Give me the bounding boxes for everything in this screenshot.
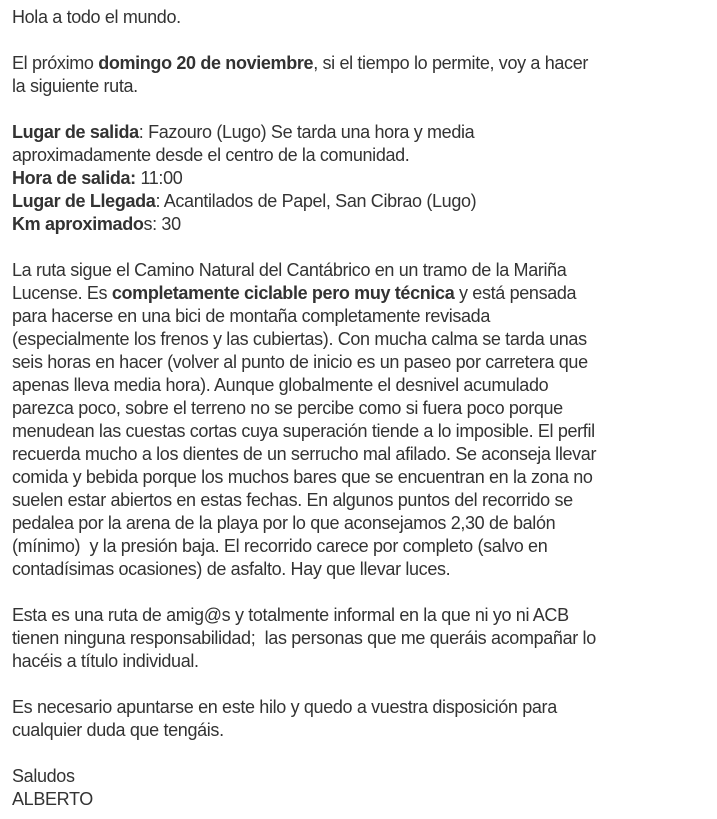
route-difficulty: completamente ciclable pero muy técnica: [111, 283, 455, 303]
departure-place-row: [12, 121, 707, 144]
disclaimer-line: hacéis a título individual.: [12, 651, 199, 671]
disclaimer-paragraph: [12, 604, 707, 673]
greeting-paragraph: [12, 6, 707, 29]
departure-time-label: Hora de salida:: [12, 168, 136, 188]
route-line: recuerda mucho a los dientes de un serrucho mal afilado. Se aconseja llevar: [12, 444, 597, 464]
route-line: (especialmente los frenos y las cubiertas). Con mucha calma se tarda unas: [12, 329, 587, 349]
route-line: (mínimo) y la presión baja. El recorrido carece por completo (salvo en: [12, 536, 548, 556]
route-line: [12, 282, 707, 305]
arrival-place-value: : Acantilados de Papel, San Cibrao (Lugo): [155, 191, 477, 211]
route-line: comida y bebida porque los muchos bares que se encuentran en la zona no: [12, 467, 593, 487]
details-paragraph: [12, 121, 707, 236]
route-text: y está pensada: [454, 283, 577, 303]
closing-paragraph: [12, 765, 707, 811]
route-line: para hacerse en una bici de montaña completamente revisada: [12, 306, 491, 326]
arrival-place-label: Lugar de Llegada: [12, 191, 156, 211]
disclaimer-line: Esta es una ruta de amig@s y totalmente informal en la que ni yo ni ACB: [12, 605, 569, 625]
intro-text: El próximo: [12, 53, 99, 73]
route-line: contadísimas ocasiones) de asfalto. Hay que llevar luces.: [12, 559, 451, 579]
intro-paragraph: [12, 52, 707, 98]
signature: ALBERTO: [12, 789, 93, 809]
signup-line: Es necesario apuntarse en este hilo y quedo a vuestra disposición para: [12, 697, 557, 717]
greeting-text: Hola a todo el mundo.: [12, 7, 181, 27]
intro-text: , si el tiempo lo permite, voy a hacer: [313, 53, 589, 73]
route-line: La ruta sigue el Camino Natural del Cantábrico en un tramo de la Mariña: [12, 260, 567, 280]
signup-line: cualquier duda que tengáis.: [12, 720, 224, 740]
departure-place-value: : Fazouro (Lugo) Se tarda una hora y media: [138, 122, 475, 142]
distance-row: [12, 213, 707, 236]
route-description-paragraph: [12, 259, 707, 581]
signup-paragraph: [12, 696, 707, 742]
distance-value: s: 30: [143, 214, 181, 234]
route-line: pedalea por la arena de la playa por lo que aconsejamos 2,30 de balón: [12, 513, 556, 533]
intro-line-2: la siguiente ruta.: [12, 76, 138, 96]
route-line: suelen estar abiertos en estas fechas. En algunos puntos del recorrido se: [12, 490, 573, 510]
route-line: parezca poco, sobre el terreno no se percibe como si fuera poco porque: [12, 398, 563, 418]
route-text: Lucense. Es: [12, 283, 112, 303]
intro-line-1: [12, 52, 707, 75]
arrival-place-row: [12, 190, 707, 213]
departure-place-label: Lugar de salida: [12, 122, 139, 142]
departure-time-row: [12, 167, 707, 190]
departure-place-value-cont: aproximadamente desde el centro de la comunidad.: [12, 145, 410, 165]
salutation: Saludos: [12, 766, 75, 786]
departure-time-value: 11:00: [135, 168, 183, 188]
distance-label: Km aproximado: [12, 214, 144, 234]
disclaimer-line: tienen ninguna responsabilidad; las personas que me queráis acompañar lo: [12, 628, 596, 648]
event-date: domingo 20 de noviembre: [98, 53, 314, 73]
route-line: menudean las cuestas cortas cuya superación tiende a lo imposible. El perfil: [12, 421, 595, 441]
route-line: seis horas en hacer (volver al punto de inicio es un paseo por carretera que: [12, 352, 588, 372]
route-line: apenas lleva media hora). Aunque globalmente el desnivel acumulado: [12, 375, 549, 395]
